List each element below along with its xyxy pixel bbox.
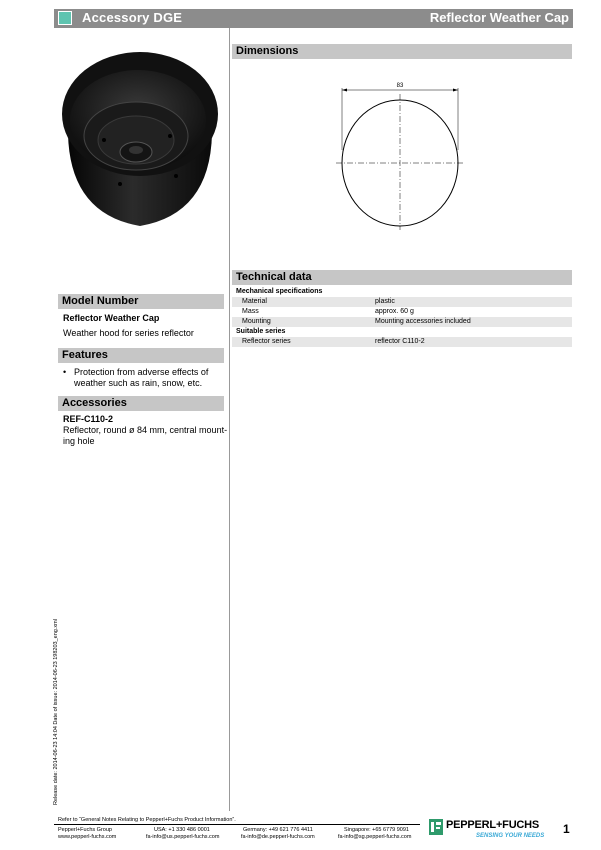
footer-singapore-phone: Singapore: +65 6779 9091 (344, 827, 409, 833)
page-header (54, 9, 573, 28)
product-photo (60, 44, 220, 234)
suitable-heading: Suitable series (236, 328, 286, 335)
model-description: Weather hood for series reflector (63, 328, 194, 338)
brand-name: PEPPERL+FUCHS (446, 819, 540, 831)
technical-data-heading: Technical data (232, 270, 572, 285)
features-list (63, 367, 223, 389)
accessory-code: REF-C110-2 (63, 414, 114, 424)
footer-refer: Refer to “General Notes Relating to Pepperl+Fuchs Product Information”. (58, 817, 236, 823)
features-heading: Features (58, 348, 224, 363)
diameter-label: 83 (396, 83, 404, 89)
row-label: Mass (242, 308, 259, 315)
list-item (63, 367, 223, 389)
accessory-desc-line-1: Reflector, round ø 84 mm, central mount- (63, 425, 228, 435)
footer-website[interactable]: www.pepperl-fuchs.com (58, 834, 117, 840)
accessory-label: Accessory DGE (82, 10, 183, 25)
mechanical-heading: Mechanical specifications (236, 288, 323, 295)
brand-slogan: SENSING YOUR NEEDS (476, 833, 545, 839)
row-label: Material (242, 298, 267, 305)
footer-germany-phone: Germany: +49 621 776 4411 (243, 827, 313, 833)
table-row (232, 297, 572, 307)
technical-data-table (232, 287, 572, 347)
product-title: Reflector Weather Cap (429, 10, 569, 25)
accessories-heading: Accessories (58, 396, 224, 411)
row-value: approx. 60 g (375, 308, 414, 315)
bullet-icon: • (63, 367, 67, 377)
footer-germany-email[interactable]: fa-info@de.pepperl-fuchs.com (241, 834, 315, 840)
footer-divider (54, 824, 420, 825)
table-row (232, 337, 572, 347)
feature-line-1: Protection from adverse effects of (74, 367, 209, 377)
row-label: Reflector series (242, 338, 291, 345)
footer-usa-phone: USA: +1 330 486 0001 (154, 827, 210, 833)
row-value: reflector C110-2 (375, 338, 425, 345)
model-name: Reflector Weather Cap (63, 313, 160, 323)
footer-singapore-email[interactable]: fa-info@sg.pepperl-fuchs.com (338, 834, 412, 840)
feature-line-2: weather such as rain, snow, etc. (74, 378, 203, 388)
category-square-icon (58, 11, 72, 25)
pepperl-fuchs-logo-icon (429, 819, 443, 835)
model-number-heading: Model Number (58, 294, 224, 309)
dimension-drawing (330, 80, 470, 230)
row-value: plastic (375, 298, 395, 305)
table-row (232, 307, 572, 317)
release-note: Release date: 2014-06-23 14:04 Date of issue: 2014-06-23 198203_eng.xml (53, 619, 59, 805)
dimensions-heading: Dimensions (232, 44, 572, 59)
accessory-desc-line-2: ing hole (63, 436, 95, 446)
row-value: Mounting accessories included (375, 318, 471, 325)
row-label: Mounting (242, 318, 271, 325)
footer-usa-email[interactable]: fa-info@us.pepperl-fuchs.com (146, 834, 220, 840)
table-row (232, 317, 572, 327)
footer-group: Pepperl+Fuchs Group (58, 827, 112, 833)
page-number: 1 (563, 822, 570, 836)
column-divider (229, 28, 230, 811)
